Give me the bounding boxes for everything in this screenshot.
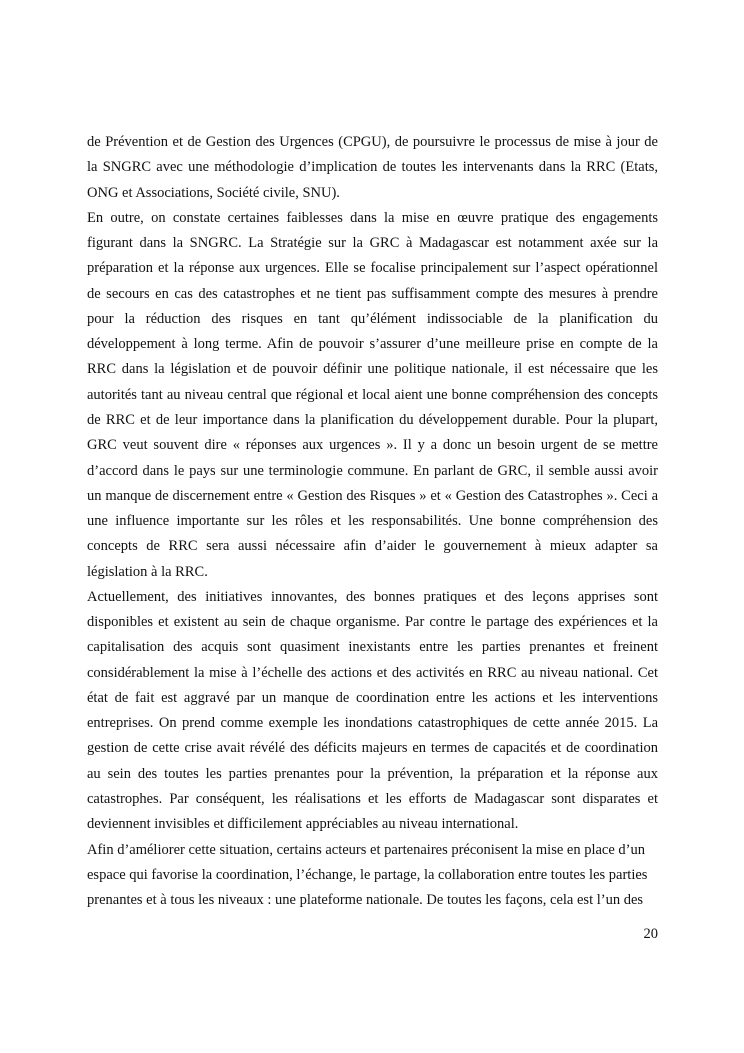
text-line: Afin d’améliorer cette situation, certains acteurs et partenaires préconisent la mise en place d’un <box>87 841 646 858</box>
text-line: développement à long terme. Afin de pouvoir s’assurer d’une meilleure prise en compte de la <box>87 336 658 353</box>
text-line: une influence importante sur les rôles et les responsabilités. Une bonne compréhension des <box>87 513 658 530</box>
text-line: un manque de discernement entre « Gestion des Risques » et « Gestion des Catastrophes ». Ceci a <box>87 487 658 504</box>
text-line: Actuellement, des initiatives innovantes, des bonnes pratiques et des leçons apprises sont <box>87 588 658 605</box>
text-line: deviennent invisibles et difficilement appréciables au niveau international. <box>87 816 519 833</box>
text-line: ONG et Associations, Société civile, SNU). <box>87 184 340 201</box>
page-number: 20 <box>643 926 658 942</box>
text-line: de secours en cas des catastrophes et ne tient pas suffisamment compte des mesures à prendre <box>87 285 658 302</box>
text-line: de RRC et de leur importance dans la planification du développement durable. Pour la plupart, <box>87 411 658 428</box>
text-line: concepts de RRC sera aussi nécessaire afin d’aider le gouvernement à mieux adapter sa <box>87 538 658 555</box>
text-line: espace qui favorise la coordination, l’échange, le partage, la collaboration entre toutes les parties <box>87 866 648 883</box>
text-line: autorités tant au niveau central que régional et local aient une bonne compréhension des concepts <box>87 386 658 403</box>
text-line: GRC veut souvent dire « réponses aux urgences ». Il y a donc un besoin urgent de se mettre <box>87 437 658 454</box>
text-line: capitalisation des acquis sont quasiment inexistants entre les parties prenantes et freinent <box>87 639 658 656</box>
text-line: au sein des toutes les parties prenantes pour la prévention, la préparation et la réponse aux <box>87 765 658 782</box>
text-line: catastrophes. Par conséquent, les réalisations et les efforts de Madagascar sont disparates et <box>87 791 658 808</box>
text-line: la SNGRC avec une méthodologie d’implication de toutes les intervenants dans la RRC (Etats, <box>87 159 658 176</box>
text-line: pour la réduction des risques en tant qu’élément indissociable de la planification du <box>87 310 658 327</box>
text-line: état de fait est aggravé par un manque de coordination entre les actions et les interventions <box>87 689 658 706</box>
text-line: RRC dans la législation et de pouvoir définir une politique nationale, il est nécessaire que les <box>87 361 658 378</box>
text-line: gestion de cette crise avait révélé des déficits majeurs en termes de capacités et de coordination <box>87 740 658 757</box>
text-line: figurant dans la SNGRC. La Stratégie sur la GRC à Madagascar est notamment axée sur la <box>87 235 658 252</box>
text-line: En outre, on constate certaines faiblesses dans la mise en œuvre pratique des engagements <box>87 209 658 226</box>
text-line: de Prévention et de Gestion des Urgences (CPGU), de poursuivre le processus de mise à jour de <box>87 134 658 150</box>
text-line: d’accord dans le pays sur une terminologie commune. En parlant de GRC, il semble aussi avoir <box>87 462 658 479</box>
text-line: législation à la RRC. <box>87 563 208 580</box>
text-line: prenantes et à tous les niveaux : une plateforme nationale. De toutes les façons, cela est l’un des <box>87 892 644 909</box>
text-line: disponibles et existent au sein de chaque organisme. Par contre le partage des expériences et la <box>87 614 658 631</box>
text-line: préparation et la réponse aux urgences. Elle se focalise principalement sur l’aspect opérationnel <box>87 260 658 277</box>
text-line: entreprises. On prend comme exemple les inondations catastrophiques de cette année 2015. La <box>87 715 658 732</box>
text-line: considérablement la mise à l’échelle des actions et des activités en RRC au niveau national. Cet <box>87 664 658 681</box>
